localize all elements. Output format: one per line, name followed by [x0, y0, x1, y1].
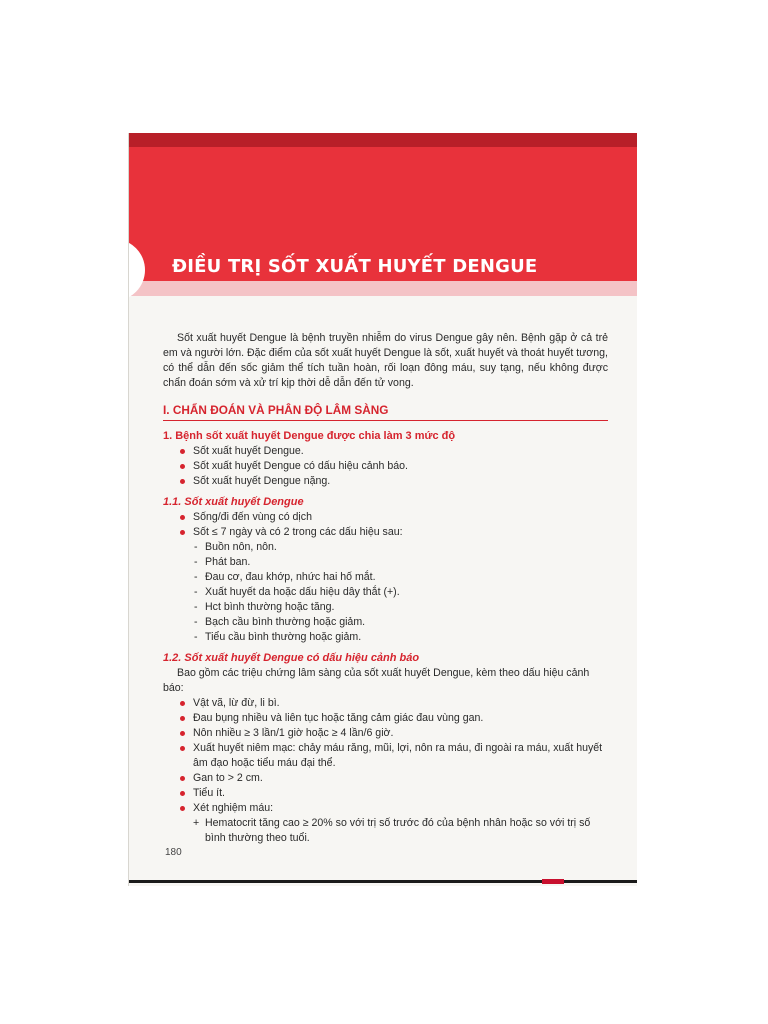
page-content: [163, 331, 608, 846]
list-item: - Đau cơ, đau khớp, nhức hai hố mắt.: [163, 570, 608, 585]
warning-signs-list: [163, 696, 608, 816]
document-page: [128, 133, 637, 886]
header-band-bottom: [129, 281, 637, 296]
page-number: 180: [165, 847, 182, 858]
subsection-intro: Bao gồm các triệu chứng lâm sàng của sốt xuất huyết Dengue, kèm theo dấu hiệu cảnh báo:: [163, 667, 590, 694]
list-item: - Phát ban.: [163, 555, 608, 570]
subsection-heading-1: 1. Bệnh sốt xuất huyết Dengue được chia làm 3 mức độ: [163, 430, 456, 442]
intro-paragraph: Sốt xuất huyết Dengue là bệnh truyền nhiễm do virus Dengue gây nên. Bệnh gặp ở cả trẻ em và người lớn. Đặc điểm của sốt xuất huyết Dengue là sốt, xuất huyết và thoát huyết tương, có thể dẫn đến sốc giảm thể tích tuần hoàn, rối loạn đông máu, suy tạng, nếu không được chẩn đoán sớm và xử trí kịp thời dễ dẫn đến tử vong.: [163, 332, 608, 389]
list-item: Sốt xuất huyết Dengue.: [163, 444, 608, 459]
list-item: Gan to > 2 cm.: [163, 771, 608, 786]
lab-list: [163, 816, 608, 846]
list-item: Đau bụng nhiều và liên tục hoặc tăng cảm giác đau vùng gan.: [163, 711, 608, 726]
bottom-accent: [542, 879, 564, 884]
list-item: Xuất huyết niêm mạc: chảy máu răng, mũi, lợi, nôn ra máu, đi ngoài ra máu, xuất huyết âm đạo hoặc tiểu máu đại thể.: [163, 741, 608, 771]
list-item: - Xuất huyết da hoặc dấu hiệu dây thắt (+).: [163, 585, 608, 600]
list-item: Sốt xuất huyết Dengue có dấu hiệu cảnh báo.: [163, 459, 608, 474]
list-item: - Bạch cầu bình thường hoặc giảm.: [163, 615, 608, 630]
list-item: Sốt ≤ 7 ngày và có 2 trong các dấu hiệu sau:: [163, 525, 608, 540]
subsection-heading-1-1: 1.1. Sốt xuất huyết Dengue: [163, 496, 304, 508]
page-title: ĐIỀU TRỊ SỐT XUẤT HUYẾT DENGUE: [172, 256, 538, 277]
list-item: + Hematocrit tăng cao ≥ 20% so với trị số trước đó của bệnh nhân hoặc so với trị số bình thường theo tuổi.: [163, 816, 608, 846]
list-item: - Hct bình thường hoặc tăng.: [163, 600, 608, 615]
list-item: Nôn nhiều ≥ 3 lần/1 giờ hoặc ≥ 4 lần/6 giờ.: [163, 726, 608, 741]
list-item: Vật vã, lừ đừ, li bì.: [163, 696, 608, 711]
list-item: Sốt xuất huyết Dengue nặng.: [163, 474, 608, 489]
list-item: - Buồn nôn, nôn.: [163, 540, 608, 555]
signs-list: [163, 540, 608, 645]
list-item: - Tiểu cầu bình thường hoặc giảm.: [163, 630, 608, 645]
subsection-heading-1-2: 1.2. Sốt xuất huyết Dengue có dấu hiệu cảnh báo: [163, 652, 420, 664]
severity-list: [163, 444, 608, 489]
header-band-top: [129, 133, 637, 147]
list-item: Xét nghiệm máu:: [163, 801, 608, 816]
list-item: Tiểu ít.: [163, 786, 608, 801]
section-heading: I. CHẨN ĐOÁN VÀ PHÂN ĐỘ LÂM SÀNG: [163, 403, 608, 421]
criteria-list: [163, 510, 608, 540]
list-item: Sống/đi đến vùng có dịch: [163, 510, 608, 525]
